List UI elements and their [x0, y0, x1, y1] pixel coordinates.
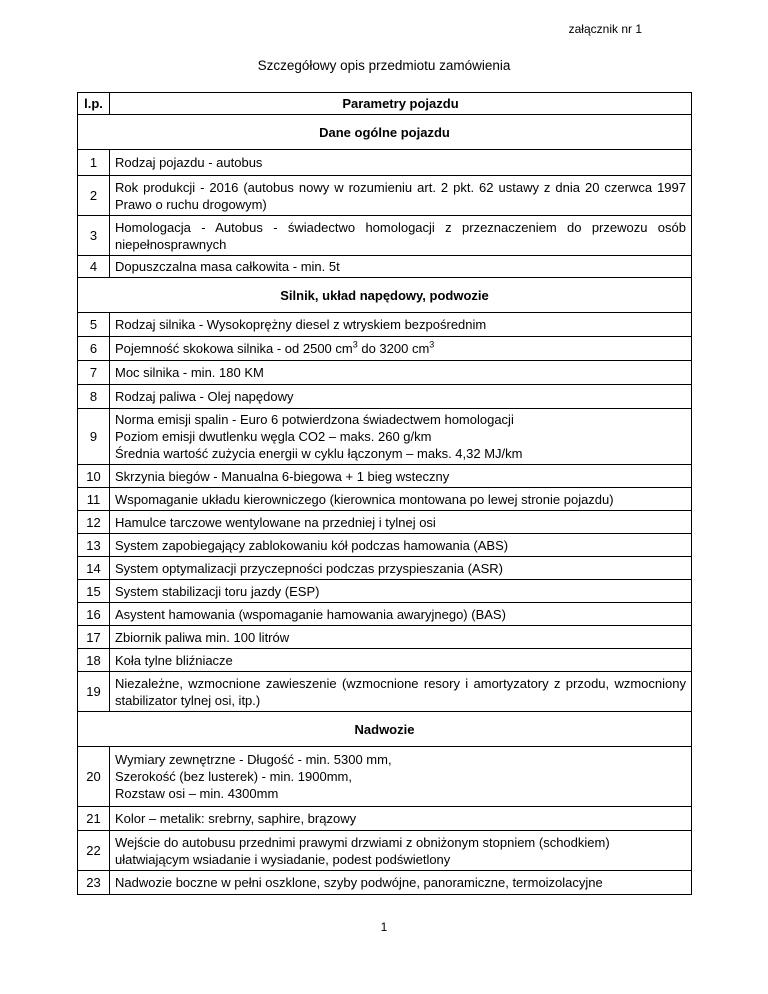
- superscript: 3: [429, 339, 435, 350]
- row-text: [110, 409, 692, 465]
- row-number: 5: [78, 313, 110, 337]
- table-row: [78, 256, 692, 278]
- row-number: 2: [78, 176, 110, 216]
- row-number: 14: [78, 557, 110, 580]
- table-row: [78, 176, 692, 216]
- table-row: [78, 626, 692, 649]
- table-row: [78, 216, 692, 256]
- table-row: [78, 871, 692, 895]
- annex-label: załącznik nr 1: [568, 22, 642, 36]
- table-row: [78, 313, 692, 337]
- row-number: 4: [78, 256, 110, 278]
- row-text: System zapobiegający zablokowaniu kół podczas hamowania (ABS): [110, 534, 692, 557]
- table-row: [78, 337, 692, 361]
- table-row: [78, 488, 692, 511]
- row-number: 22: [78, 831, 110, 871]
- row-number: 16: [78, 603, 110, 626]
- section-body-row: [78, 712, 692, 747]
- row-text: Wspomaganie układu kierowniczego (kierownica montowana po lewej stronie pojazdu): [110, 488, 692, 511]
- table-row: [78, 409, 692, 465]
- col-params-header: Parametry pojazdu: [110, 93, 692, 115]
- table-row: [78, 361, 692, 385]
- row-text: Zbiornik paliwa min. 100 litrów: [110, 626, 692, 649]
- row-number: 23: [78, 871, 110, 895]
- vehicle-parameters-table: [77, 92, 692, 895]
- energy-line: Średnia wartość zużycia energii w cyklu łączonym – maks. 4,32 MJ/km: [115, 446, 523, 461]
- row-text: Dopuszczalna masa całkowita - min. 5t: [110, 256, 692, 278]
- row-text: Rodzaj silnika - Wysokoprężny diesel z wtryskiem bezpośrednim: [110, 313, 692, 337]
- row-number: 13: [78, 534, 110, 557]
- table-header-row: [78, 93, 692, 115]
- row-number: 7: [78, 361, 110, 385]
- row-text: Wejście do autobusu przednimi prawymi drzwiami z obniżonym stopniem (schodkiem) ułatwiającym wsiadanie i wysiadanie, podest podświetlony: [110, 831, 692, 871]
- section-engine-heading: Silnik, układ napędowy, podwozie: [78, 278, 692, 313]
- table-row: [78, 150, 692, 176]
- superscript: 3: [352, 339, 358, 350]
- row-number: 10: [78, 465, 110, 488]
- wheelbase-line: Rozstaw osi – min. 4300mm: [115, 786, 279, 801]
- table-row: [78, 511, 692, 534]
- row-text: Rodzaj pojazdu - autobus: [110, 150, 692, 176]
- row-text: Moc silnika - min. 180 KM: [110, 361, 692, 385]
- table-row: [78, 385, 692, 409]
- row-text: Asystent hamowania (wspomaganie hamowania awaryjnego) (BAS): [110, 603, 692, 626]
- displacement-text-b: do 3200 cm: [357, 341, 430, 356]
- emission-norm-line: Norma emisji spalin - Euro 6 potwierdzona świadectwem homologacji: [115, 412, 514, 427]
- document-title: Szczegółowy opis przedmiotu zamówienia: [257, 58, 511, 73]
- row-number: 19: [78, 672, 110, 712]
- width-line: Szerokość (bez lusterek) - min. 1900mm,: [115, 769, 352, 784]
- row-number: 6: [78, 337, 110, 361]
- table-row: [78, 807, 692, 831]
- table-row: [78, 649, 692, 672]
- row-number: 15: [78, 580, 110, 603]
- table-row: [78, 534, 692, 557]
- row-number: 20: [78, 747, 110, 807]
- table-row: [78, 672, 692, 712]
- row-text: [110, 337, 692, 361]
- row-text: Skrzynia biegów - Manualna 6-biegowa + 1 bieg wsteczny: [110, 465, 692, 488]
- row-text: Kolor – metalik: srebrny, saphire, brązowy: [110, 807, 692, 831]
- row-text: Koła tylne bliźniacze: [110, 649, 692, 672]
- row-text: Nadwozie boczne w pełni oszklone, szyby podwójne, panoramiczne, termoizolacyjne: [110, 871, 692, 895]
- section-engine-row: [78, 278, 692, 313]
- row-text: Rodzaj paliwa - Olej napędowy: [110, 385, 692, 409]
- row-number: 17: [78, 626, 110, 649]
- row-number: 18: [78, 649, 110, 672]
- table-row: [78, 557, 692, 580]
- co2-line: Poziom emisji dwutlenku węgla CO2 – maks. 260 g/km: [115, 429, 432, 444]
- section-body-heading: Nadwozie: [78, 712, 692, 747]
- col-lp-header: l.p.: [78, 93, 110, 115]
- section-general-heading: Dane ogólne pojazdu: [78, 115, 692, 150]
- page-number: 1: [380, 920, 388, 934]
- row-text: System stabilizacji toru jazdy (ESP): [110, 580, 692, 603]
- row-text: [110, 747, 692, 807]
- row-number: 1: [78, 150, 110, 176]
- section-general-row: [78, 115, 692, 150]
- length-line: Wymiary zewnętrzne - Długość - min. 5300 mm,: [115, 752, 392, 767]
- row-number: 3: [78, 216, 110, 256]
- table-row: [78, 831, 692, 871]
- row-text: Homologacja - Autobus - świadectwo homologacji z przeznaczeniem do przewozu osób niepełnosprawnych: [110, 216, 692, 256]
- table-row: [78, 465, 692, 488]
- row-text: Rok produkcji - 2016 (autobus nowy w rozumieniu art. 2 pkt. 62 ustawy z dnia 20 czerwca 1997 Prawo o ruchu drogowym): [110, 176, 692, 216]
- row-text: System optymalizacji przyczepności podczas przyspieszania (ASR): [110, 557, 692, 580]
- row-number: 8: [78, 385, 110, 409]
- row-number: 9: [78, 409, 110, 465]
- row-number: 21: [78, 807, 110, 831]
- row-number: 12: [78, 511, 110, 534]
- row-text: Hamulce tarczowe wentylowane na przedniej i tylnej osi: [110, 511, 692, 534]
- table-row: [78, 603, 692, 626]
- row-text: Niezależne, wzmocnione zawieszenie (wzmocnione resory i amortyzatory z przodu, wzmocniony stabilizator tylnej osi, itp.): [110, 672, 692, 712]
- row-number: 11: [78, 488, 110, 511]
- table-row: [78, 747, 692, 807]
- displacement-text-a: Pojemność skokowa silnika - od 2500 cm: [115, 341, 353, 356]
- table-row: [78, 580, 692, 603]
